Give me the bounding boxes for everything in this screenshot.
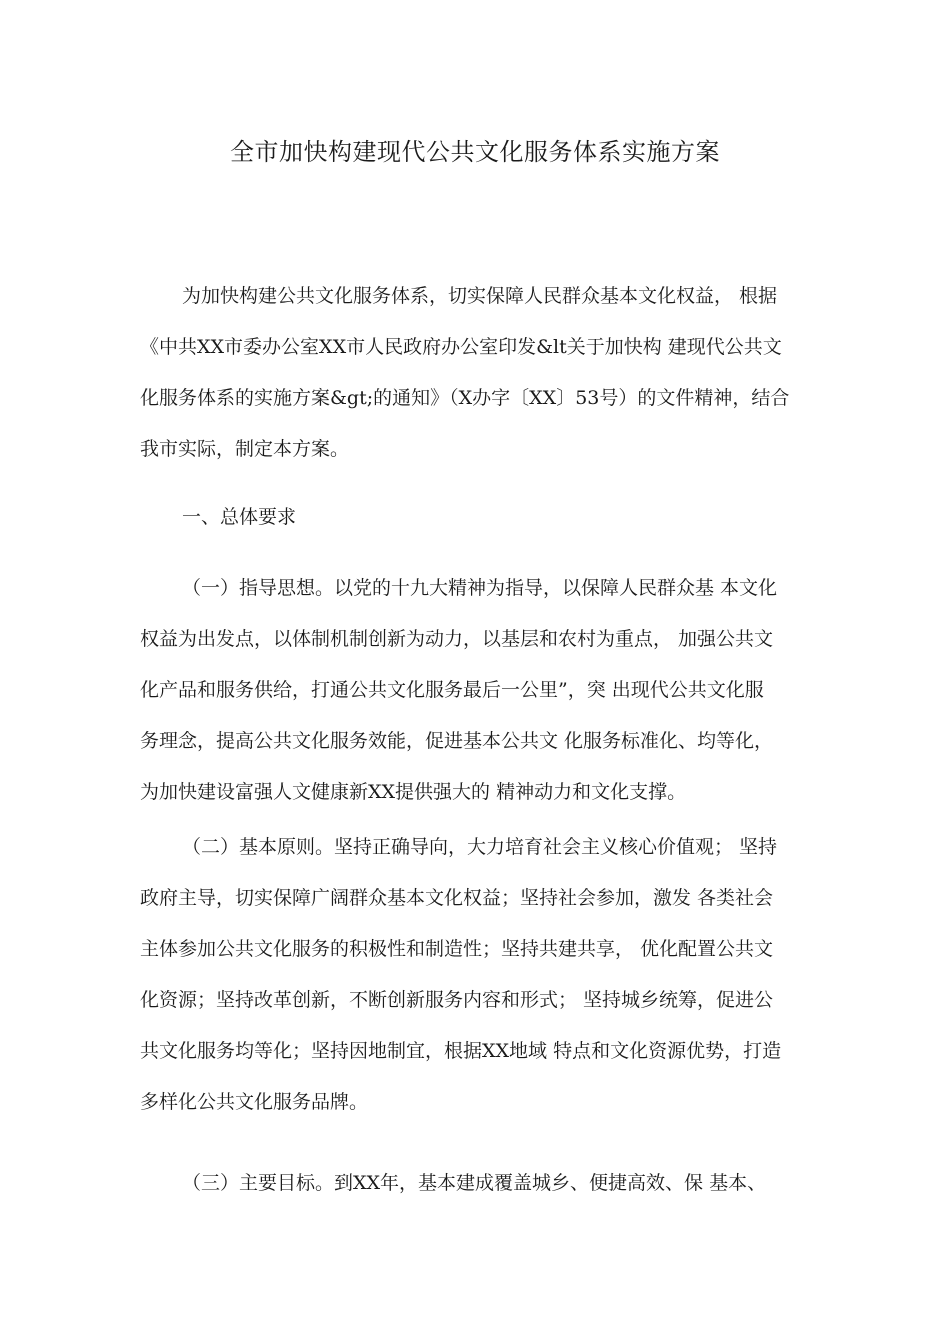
paragraph-line: 为加快建设富强人文健康新XX提供强大的 精神动力和文化支撑。 — [140, 781, 687, 803]
paragraph-line: 化产品和服务供给，打通公共文化服务最后一公里”，突 出现代公共文化服 — [140, 679, 764, 701]
document-title: 全市加快构建现代公共文化服务体系实施方案 — [230, 138, 720, 166]
basic-principles-paragraph — [140, 822, 826, 1128]
paragraph-line: （二）基本原则。坚持正确导向，大力培育社会主义核心价值观； 坚持 — [182, 836, 778, 858]
paragraph-line: 多样化公共文化服务品牌。 — [140, 1091, 369, 1113]
paragraph-line: 化资源；坚持改革创新，不断创新服务内容和形式； 坚持城乡统筹，促进公 — [140, 989, 774, 1011]
paragraph-line: 《中共XX市委办公室XX市人民政府办公室印发&lt关于加快构 建现代公共文 — [140, 336, 782, 358]
paragraph-line: （三）主要目标。到XX年，基本建成覆盖城乡、便捷高效、保 基本、 — [182, 1172, 767, 1194]
paragraph-line: （一）指导思想。以党的十九大精神为指导，以保障人民群众基 本文化 — [182, 577, 778, 599]
intro-paragraph — [140, 271, 826, 475]
section-heading: 一、总体要求 — [182, 506, 297, 528]
paragraph-line: 化服务体系的实施方案&gt;的通知》（X办字〔XX〕53号）的文件精神，结合 — [140, 387, 790, 409]
paragraph-line: 政府主导，切实保障广阔群众基本文化权益；坚持社会参加，激发 各类社会 — [140, 887, 774, 909]
paragraph-line: 权益为出发点，以体制机制创新为动力，以基层和农村为重点， 加强公共文 — [140, 628, 774, 650]
guiding-thought-paragraph — [140, 563, 826, 818]
paragraph-line: 为加快构建公共文化服务体系，切实保障人民群众基本文化权益， 根据 — [182, 285, 778, 307]
paragraph-line: 务理念，提高公共文化服务效能，促进基本公共文 化服务标准化、均等化， — [140, 730, 774, 752]
paragraph-line: 我市实际，制定本方案。 — [140, 438, 350, 460]
main-goals-paragraph — [140, 1158, 826, 1209]
paragraph-line: 主体参加公共文化服务的积极性和制造性；坚持共建共享， 优化配置公共文 — [140, 938, 774, 960]
paragraph-line: 共文化服务均等化；坚持因地制宜，根据XX地域 特点和文化资源优势，打造 — [140, 1040, 782, 1062]
